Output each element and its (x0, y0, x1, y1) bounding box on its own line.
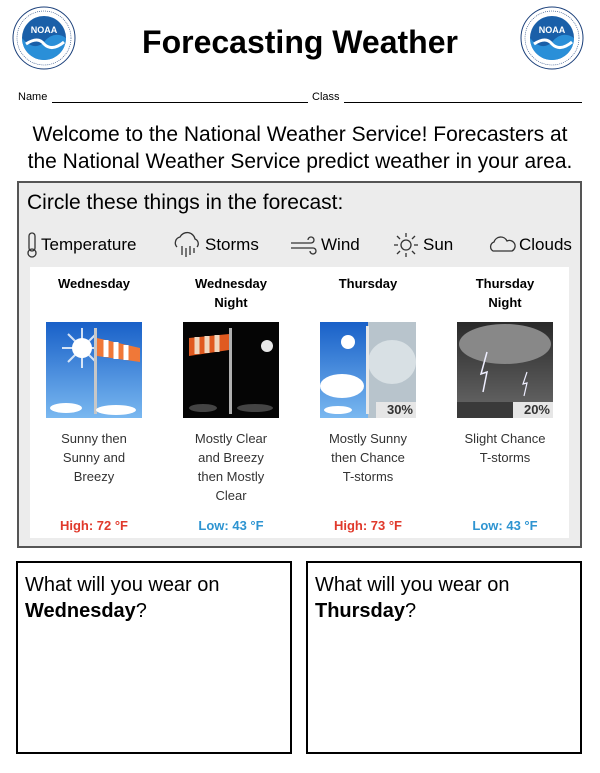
temperature-high: High: 73 °F (333, 518, 403, 533)
intro-line-1: Welcome to the National Weather Service! Forecasters at (32, 123, 568, 146)
day-description: Mostly Clear and Breezy then Mostly Clear (194, 431, 268, 503)
clear-night-breezy-image (183, 322, 279, 418)
precip-chance: 30% (376, 402, 416, 418)
legend-item-clouds (487, 231, 572, 259)
intro-line-2: the National Weather Service predict weather in your area. (27, 150, 573, 173)
temperature-low: Low: 43 °F (198, 518, 264, 533)
wear-box-wednesday[interactable] (16, 561, 292, 754)
name-label: Name (18, 91, 48, 103)
legend-item-storms (171, 231, 259, 259)
forecast-panel (30, 267, 569, 538)
storm-cloud-icon (171, 231, 203, 259)
precip-chance: 20% (513, 402, 553, 418)
legend (25, 231, 575, 259)
cloud-icon (487, 231, 517, 259)
legend-label: Wind (321, 235, 360, 254)
thermometer-icon (25, 231, 39, 259)
day-name: Thursday (338, 276, 398, 291)
sun-icon (391, 231, 421, 259)
forecast-day-wednesday (34, 267, 154, 538)
day-description: Slight Chance T-storms (464, 431, 546, 465)
intro-text (0, 121, 600, 175)
legend-item-temperature (25, 231, 136, 259)
temperature-high: High: 72 °F (59, 518, 129, 533)
forecast-box (17, 181, 582, 548)
wind-icon (289, 231, 319, 259)
forecast-day-wednesday-night (171, 267, 291, 538)
wear-question-wednesday: What will you wear on Wednesday? (25, 574, 220, 622)
svg-text:NOAA: NOAA (30, 25, 58, 35)
page-title: Forecasting Weather (142, 24, 458, 60)
legend-item-wind (289, 231, 360, 259)
day-name: Wednesday Night (194, 276, 267, 310)
temperature-low: Low: 43 °F (472, 518, 538, 533)
forecast-day-thursday (308, 267, 428, 538)
day-description: Sunny then Sunny and Breezy (61, 431, 127, 484)
legend-label: Clouds (519, 235, 572, 254)
noaa-logo-right (520, 6, 584, 70)
legend-item-sun (391, 231, 453, 259)
sunny-breezy-image (46, 322, 142, 418)
wear-box-thursday[interactable] (306, 561, 582, 754)
day-name: Wednesday (57, 276, 130, 291)
wear-question-thursday: What will you wear on Thursday? (315, 574, 510, 622)
class-label: Class (312, 91, 340, 103)
forecast-instruction: Circle these things in the forecast: (27, 191, 344, 214)
legend-label: Temperature (41, 235, 137, 254)
night-tstorms-image (457, 322, 553, 418)
name-class-row (18, 91, 584, 105)
day-description: Mostly Sunny then Chance T-storms (328, 431, 408, 484)
legend-label: Sun (423, 235, 454, 254)
sunny-chance-tstorms-image (320, 322, 416, 418)
day-name: Thursday Night (475, 276, 535, 310)
name-field[interactable] (52, 102, 308, 103)
class-field[interactable] (344, 102, 582, 103)
svg-text:NOAA: NOAA (538, 25, 566, 35)
legend-label: Storms (205, 235, 259, 254)
forecast-day-thursday-night (445, 267, 565, 538)
